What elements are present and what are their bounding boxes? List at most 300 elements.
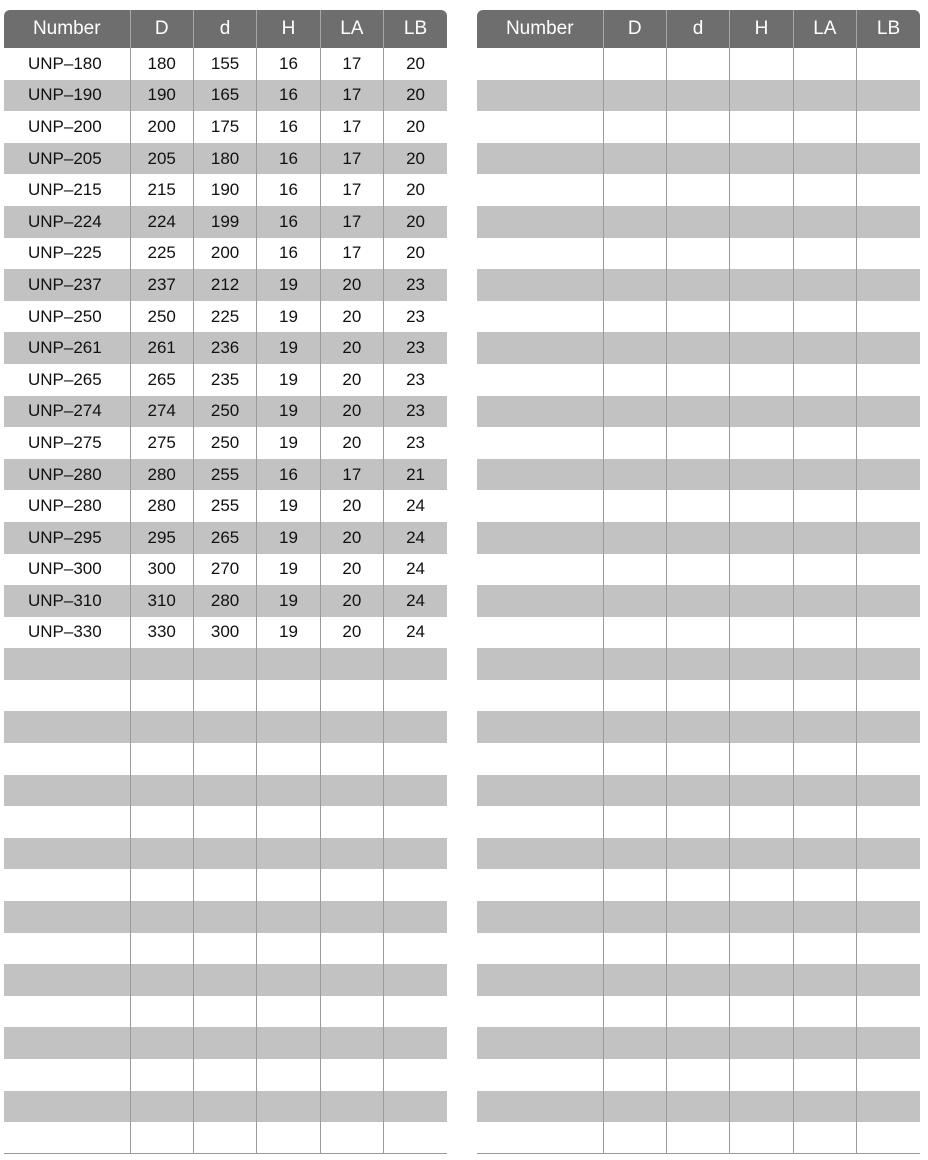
cell-value: [793, 143, 856, 175]
cell-value: [857, 680, 920, 712]
table-row: [4, 554, 447, 586]
cell-value: 21: [384, 459, 447, 491]
cell-value: 17: [320, 111, 383, 143]
cell-value: [730, 711, 793, 743]
cell-value: [193, 838, 256, 870]
cell-value: [130, 1059, 193, 1091]
cell-value: [130, 1091, 193, 1123]
cell-value: [384, 869, 447, 901]
cell-value: 20: [320, 364, 383, 396]
cell-number: UNP–280: [28, 496, 102, 516]
cell-value: [793, 1027, 856, 1059]
cell-value: [666, 1122, 729, 1154]
cell-value: [130, 648, 193, 680]
cell-value: [730, 996, 793, 1028]
cell-value: [857, 869, 920, 901]
cell-value: [730, 143, 793, 175]
cell-value: 19: [257, 269, 320, 301]
cell-value: 180: [130, 48, 193, 80]
cell-value: [130, 775, 193, 807]
cell-value: [384, 1091, 447, 1123]
cell-value: 280: [130, 459, 193, 491]
cell-value: [130, 743, 193, 775]
cell-value: 250: [130, 301, 193, 333]
cell-value: [257, 933, 320, 965]
cell-value: [793, 585, 856, 617]
cell-value: [730, 332, 793, 364]
cell-value: 20: [320, 554, 383, 586]
cell-value: [193, 1091, 256, 1123]
cell-value: 250: [193, 396, 256, 428]
cell-value: [603, 48, 666, 80]
cell-value: 23: [384, 301, 447, 333]
cell-value: [384, 901, 447, 933]
cell-value: [384, 743, 447, 775]
cell-value: [857, 901, 920, 933]
cell-value: [793, 554, 856, 586]
cell-value: [857, 174, 920, 206]
cell-value: [130, 711, 193, 743]
cell-number: [477, 711, 603, 743]
cell-value: 215: [130, 174, 193, 206]
cell-number: [477, 838, 603, 870]
cell-value: [793, 680, 856, 712]
cell-value: [603, 933, 666, 965]
cell-value: [793, 206, 856, 238]
cell-number: UNP–310: [4, 585, 130, 617]
cell-value: [793, 364, 856, 396]
cell-value: [730, 238, 793, 270]
cell-number: [4, 996, 130, 1028]
cell-value: [193, 933, 256, 965]
cell-value: [666, 174, 729, 206]
cell-value: 20: [384, 174, 447, 206]
table-row-empty: [477, 1059, 920, 1091]
cell-value: [603, 617, 666, 649]
cell-value: [793, 775, 856, 807]
cell-value: [666, 869, 729, 901]
cell-value: 17: [320, 459, 383, 491]
table-row-empty: [477, 206, 920, 238]
cell-value: [666, 775, 729, 807]
cell-value: 225: [193, 301, 256, 333]
cell-value: [603, 711, 666, 743]
cell-value: [320, 806, 383, 838]
cell-number: UNP–300: [28, 559, 102, 579]
cell-value: [666, 206, 729, 238]
cell-value: [193, 996, 256, 1028]
cell-value: [730, 1027, 793, 1059]
cell-value: [603, 490, 666, 522]
cell-value: [666, 1091, 729, 1123]
cell-value: [603, 427, 666, 459]
cell-value: [666, 554, 729, 586]
table-row-empty: [477, 396, 920, 428]
cell-value: [793, 427, 856, 459]
cell-value: 205: [130, 143, 193, 175]
cell-value: [666, 1027, 729, 1059]
cell-value: [666, 332, 729, 364]
table-row-empty: [477, 490, 920, 522]
cell-number: [4, 680, 130, 712]
cell-value: [320, 648, 383, 680]
cell-number: [4, 1091, 130, 1123]
cell-value: 17: [320, 238, 383, 270]
cell-value: [730, 48, 793, 80]
cell-value: [603, 111, 666, 143]
table-row: [4, 332, 447, 364]
table-row-empty: [4, 1091, 447, 1123]
cell-value: 275: [130, 427, 193, 459]
cell-value: 20: [320, 585, 383, 617]
cell-value: [130, 680, 193, 712]
cell-value: 19: [257, 585, 320, 617]
cell-value: 20: [384, 206, 447, 238]
header-lb: LB: [857, 10, 920, 48]
cell-value: [603, 743, 666, 775]
cell-number: [477, 680, 603, 712]
cell-value: 16: [257, 48, 320, 80]
cell-value: [603, 396, 666, 428]
cell-value: 280: [130, 490, 193, 522]
cell-value: [666, 838, 729, 870]
cell-value: 165: [193, 80, 256, 112]
cell-value: [666, 743, 729, 775]
cell-value: [857, 1122, 920, 1154]
cell-value: [857, 554, 920, 586]
table-row-empty: [477, 743, 920, 775]
cell-number: UNP–180: [28, 53, 102, 73]
cell-value: [666, 396, 729, 428]
cell-value: 300: [193, 617, 256, 649]
cell-value: [603, 1091, 666, 1123]
cell-value: [666, 901, 729, 933]
cell-value: 19: [257, 490, 320, 522]
cell-value: [603, 459, 666, 491]
cell-value: 20: [384, 111, 447, 143]
cell-value: [793, 806, 856, 838]
cell-number: [477, 648, 603, 680]
table-row-empty: [477, 364, 920, 396]
cell-value: [730, 806, 793, 838]
cell-value: 19: [257, 364, 320, 396]
cell-number: [477, 111, 603, 143]
cell-value: [384, 1027, 447, 1059]
cell-value: 255: [193, 490, 256, 522]
cell-value: [130, 1122, 193, 1154]
table-row: [4, 301, 447, 333]
cell-value: [257, 743, 320, 775]
cell-value: 19: [257, 332, 320, 364]
cell-value: [130, 964, 193, 996]
table-row-empty: [477, 711, 920, 743]
cell-value: [130, 806, 193, 838]
cell-value: 17: [320, 48, 383, 80]
cell-value: [384, 996, 447, 1028]
cell-value: 300: [130, 554, 193, 586]
cell-value: 19: [257, 554, 320, 586]
header-la: LA: [793, 10, 856, 48]
cell-value: [130, 869, 193, 901]
cell-value: 155: [193, 48, 256, 80]
cell-value: [257, 964, 320, 996]
cell-value: 255: [193, 459, 256, 491]
cell-value: 23: [384, 396, 447, 428]
cell-value: [320, 838, 383, 870]
cell-value: [857, 301, 920, 333]
cell-value: [857, 585, 920, 617]
table-row: [4, 490, 447, 522]
cell-value: [730, 743, 793, 775]
cell-value: [320, 996, 383, 1028]
cell-value: [666, 617, 729, 649]
cell-value: [730, 174, 793, 206]
cell-value: [730, 522, 793, 554]
cell-number: [4, 1122, 130, 1154]
cell-value: [320, 711, 383, 743]
cell-value: 274: [130, 396, 193, 428]
cell-value: 212: [193, 269, 256, 301]
cell-value: [857, 1059, 920, 1091]
cell-value: 295: [130, 522, 193, 554]
header-h: H: [257, 10, 320, 48]
cell-value: [793, 711, 856, 743]
cell-value: [666, 522, 729, 554]
table-row: [4, 396, 447, 428]
cell-value: [603, 80, 666, 112]
cell-value: [666, 933, 729, 965]
cell-value: 270: [193, 554, 256, 586]
cell-value: [857, 490, 920, 522]
table-row-empty: [477, 869, 920, 901]
cell-value: [603, 269, 666, 301]
header-number: Number: [4, 10, 130, 48]
cell-value: [320, 775, 383, 807]
cell-value: [730, 838, 793, 870]
cell-value: [603, 869, 666, 901]
cell-value: [603, 1122, 666, 1154]
cell-value: [730, 869, 793, 901]
cell-number: [4, 901, 130, 933]
cell-number: [4, 1027, 130, 1059]
table-row-empty: [477, 143, 920, 175]
cell-number: [477, 332, 603, 364]
cell-value: [384, 1059, 447, 1091]
cell-value: [603, 648, 666, 680]
cell-number: [4, 933, 130, 965]
cell-value: 200: [193, 238, 256, 270]
cell-value: [730, 396, 793, 428]
cell-value: [666, 301, 729, 333]
cell-value: [384, 775, 447, 807]
cell-number: [477, 1091, 603, 1123]
cell-value: 261: [130, 332, 193, 364]
cell-number: [477, 522, 603, 554]
cell-value: 20: [384, 80, 447, 112]
cell-value: 16: [257, 174, 320, 206]
cell-value: [384, 680, 447, 712]
cell-value: [193, 901, 256, 933]
cell-value: 235: [193, 364, 256, 396]
cell-value: [730, 206, 793, 238]
cell-value: 199: [193, 206, 256, 238]
cell-number: [477, 269, 603, 301]
cell-value: [257, 869, 320, 901]
cell-value: [857, 427, 920, 459]
cell-value: [857, 396, 920, 428]
cell-value: [730, 1059, 793, 1091]
cell-value: [320, 1059, 383, 1091]
table-row-empty: [477, 427, 920, 459]
cell-value: 190: [193, 174, 256, 206]
cell-value: 20: [320, 301, 383, 333]
cell-number: [477, 48, 603, 80]
cell-value: [857, 332, 920, 364]
cell-value: [857, 522, 920, 554]
cell-number: [477, 996, 603, 1028]
cell-value: [730, 80, 793, 112]
cell-value: 20: [320, 490, 383, 522]
cell-value: [603, 522, 666, 554]
cell-value: [793, 490, 856, 522]
cell-number: [477, 806, 603, 838]
cell-value: [857, 648, 920, 680]
table-row-empty: [4, 838, 447, 870]
table-row: [4, 238, 447, 270]
cell-value: [193, 680, 256, 712]
cell-value: [603, 143, 666, 175]
cell-number: [477, 143, 603, 175]
cell-value: [384, 1122, 447, 1154]
cell-value: 20: [320, 332, 383, 364]
cell-value: [857, 80, 920, 112]
cell-value: [730, 933, 793, 965]
cell-value: 236: [193, 332, 256, 364]
table-row-empty: [4, 1059, 447, 1091]
cell-value: [793, 901, 856, 933]
table-row-empty: [4, 996, 447, 1028]
cell-value: 280: [193, 585, 256, 617]
cell-value: 19: [257, 617, 320, 649]
cell-number: [477, 174, 603, 206]
cell-value: [257, 1091, 320, 1123]
cell-value: [666, 238, 729, 270]
table-row-empty: [477, 459, 920, 491]
cell-value: 330: [130, 617, 193, 649]
cell-value: 250: [193, 427, 256, 459]
cell-value: 19: [257, 396, 320, 428]
table-row-empty: [4, 648, 447, 680]
table-row-empty: [477, 933, 920, 965]
cell-value: [384, 711, 447, 743]
cell-value: [320, 901, 383, 933]
cell-value: [603, 238, 666, 270]
cell-value: 17: [320, 174, 383, 206]
table-row-empty: [4, 775, 447, 807]
cell-value: [793, 838, 856, 870]
cell-value: [603, 901, 666, 933]
cell-number: [4, 1059, 130, 1091]
cell-value: [793, 48, 856, 80]
cell-value: [793, 522, 856, 554]
cell-value: 16: [257, 143, 320, 175]
cell-number: UNP–225: [28, 243, 102, 263]
cell-value: [857, 1027, 920, 1059]
cell-number: UNP–275: [28, 432, 102, 452]
cell-value: [857, 964, 920, 996]
cell-value: [384, 838, 447, 870]
cell-value: [603, 1027, 666, 1059]
cell-value: [793, 996, 856, 1028]
cell-value: [857, 364, 920, 396]
cell-value: 175: [193, 111, 256, 143]
table-row-empty: [4, 1027, 447, 1059]
cell-value: [793, 1122, 856, 1154]
table-row-empty: [477, 554, 920, 586]
cell-value: 20: [320, 617, 383, 649]
cell-number: [477, 80, 603, 112]
cell-value: [793, 238, 856, 270]
cell-value: [793, 396, 856, 428]
cell-number: UNP–265: [28, 369, 102, 389]
cell-value: [320, 964, 383, 996]
cell-number: [477, 775, 603, 807]
cell-number: [477, 869, 603, 901]
cell-number: UNP–200: [28, 116, 102, 136]
cell-value: 20: [384, 238, 447, 270]
cell-value: [730, 901, 793, 933]
cell-number: [4, 838, 130, 870]
cell-value: [666, 711, 729, 743]
header-la: LA: [320, 10, 383, 48]
cell-value: [730, 775, 793, 807]
cell-value: [857, 711, 920, 743]
cell-value: [603, 206, 666, 238]
cell-number: [477, 238, 603, 270]
cell-number: UNP–274: [4, 396, 130, 428]
table-row: [4, 427, 447, 459]
cell-number: [477, 364, 603, 396]
cell-value: 237: [130, 269, 193, 301]
cell-number: [477, 490, 603, 522]
table-row-empty: [4, 869, 447, 901]
table-row-empty: [477, 648, 920, 680]
table-row-empty: [477, 111, 920, 143]
cell-value: [257, 680, 320, 712]
cell-number: [4, 711, 130, 743]
table-row-empty: [477, 680, 920, 712]
cell-value: [730, 964, 793, 996]
cell-value: [730, 364, 793, 396]
cell-value: [730, 269, 793, 301]
table-row: [4, 522, 447, 554]
cell-value: [603, 1059, 666, 1091]
cell-value: [603, 838, 666, 870]
table-row-empty: [477, 964, 920, 996]
cell-value: [257, 838, 320, 870]
cell-value: [666, 1059, 729, 1091]
table-row: [4, 459, 447, 491]
cell-value: [320, 933, 383, 965]
cell-number: UNP–190: [4, 80, 130, 112]
cell-value: [730, 427, 793, 459]
cell-value: [730, 459, 793, 491]
cell-value: [257, 806, 320, 838]
cell-value: 17: [320, 206, 383, 238]
cell-value: [857, 238, 920, 270]
cell-value: [666, 459, 729, 491]
cell-value: [666, 964, 729, 996]
